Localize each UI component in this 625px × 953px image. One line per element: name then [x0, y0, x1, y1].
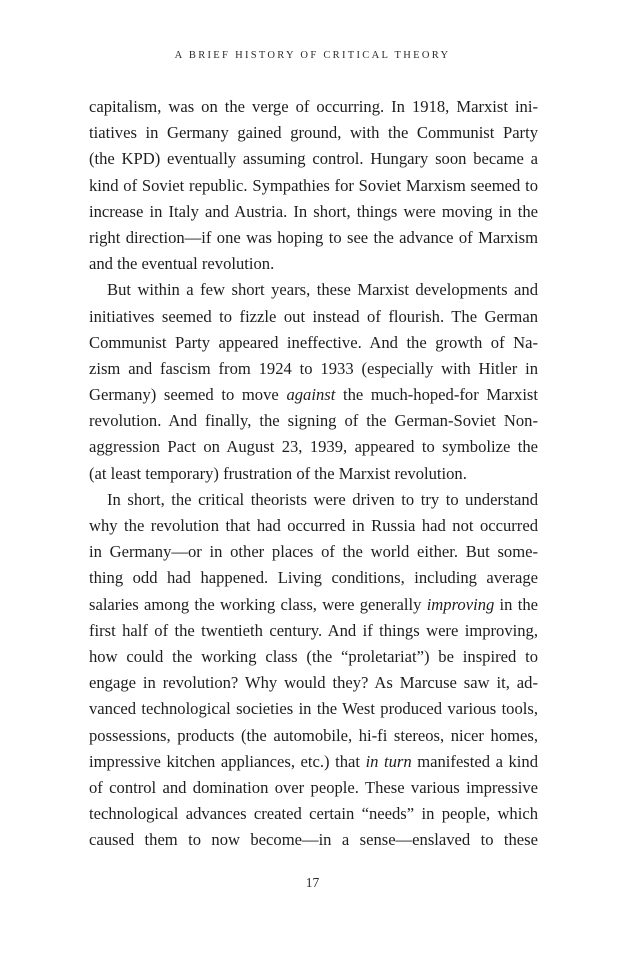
text-line: engage in revolution? Why would they? As Marcuse saw it, ad- [89, 673, 538, 693]
text-line: first half of the twentieth century. And if things were improving, [89, 620, 538, 640]
text-line: technological advances created certain “needs” in people, which [89, 804, 538, 824]
text-line [89, 592, 538, 618]
text-line: initiatives seemed to fizzle out instead of flourish. The German [89, 306, 538, 326]
running-head: A BRIEF HISTORY OF CRITICAL THEORY [174, 50, 451, 61]
text-line [89, 382, 538, 408]
text-line: right direction—if one was hoping to see the advance of Marxism [89, 227, 538, 247]
text-line: kind of Soviet republic. Sympathies for Soviet Marxism seemed to [89, 175, 538, 195]
text-line: revolution. And finally, the signing of the German-Soviet Non- [89, 411, 538, 431]
text-line: (the KPD) eventually assuming control. Hungary soon became a [89, 149, 538, 169]
text-line: how could the working class (the “proletariat”) be inspired to [89, 646, 538, 666]
text-line: capitalism, was on the verge of occurring. In 1918, Marxist ini- [89, 97, 538, 116]
text-line: in Germany—or in other places of the world either. But some- [89, 542, 538, 562]
text-line [89, 749, 538, 775]
text-line: (at least temporary) frustration of the Marxist revolution. [89, 463, 467, 483]
text-line: of control and domination over people. These various impressive [89, 777, 538, 797]
paragraph [89, 487, 538, 854]
line-text-before: impressive kitchen appliances, etc.) that [89, 751, 366, 771]
text-line: increase in Italy and Austria. In short, things were moving in the [89, 201, 538, 221]
emphasis: in turn [365, 751, 412, 771]
body-text [89, 94, 538, 853]
line-text-before: salaries among the working class, were generally [89, 594, 427, 614]
text-line: thing odd had happened. Living conditions, including average [89, 568, 538, 588]
text-line: and the eventual revolution. [89, 254, 275, 274]
text-line: But within a few short years, these Marxist developments and [107, 280, 538, 300]
text-line: why the revolution that had occurred in Russia had not occurred [89, 516, 538, 535]
emphasis: improving [426, 594, 495, 614]
line-text-after: the much-hoped-for Marxist [335, 385, 538, 405]
paragraph [89, 277, 538, 487]
text-line: zism and fascism from 1924 to 1933 (especially with Hitler in [89, 358, 538, 378]
text-line: aggression Pact on August 23, 1939, appeared to symbolize the [89, 437, 538, 457]
text-line: tiatives in Germany gained ground, with the Communist Party [89, 123, 538, 143]
text-line: Communist Party appeared ineffective. And the growth of Na- [89, 332, 538, 352]
line-text-after: manifested a kind [411, 751, 538, 771]
text-line: possessions, products (the automobile, hi-fi stereos, nicer homes, [89, 725, 538, 745]
line-text-before: Germany) seemed to move [89, 385, 287, 405]
text-line: In short, the critical theorists were driven to try to understand [107, 489, 538, 509]
text-line: vanced technological societies in the West produced various tools, [89, 699, 538, 719]
emphasis: against [286, 385, 336, 405]
page-number: 17 [305, 875, 320, 890]
line-text-after: in the [494, 594, 538, 614]
text-line: caused them to now become—in a sense—enslaved to these [89, 830, 538, 850]
paragraph [89, 94, 538, 277]
